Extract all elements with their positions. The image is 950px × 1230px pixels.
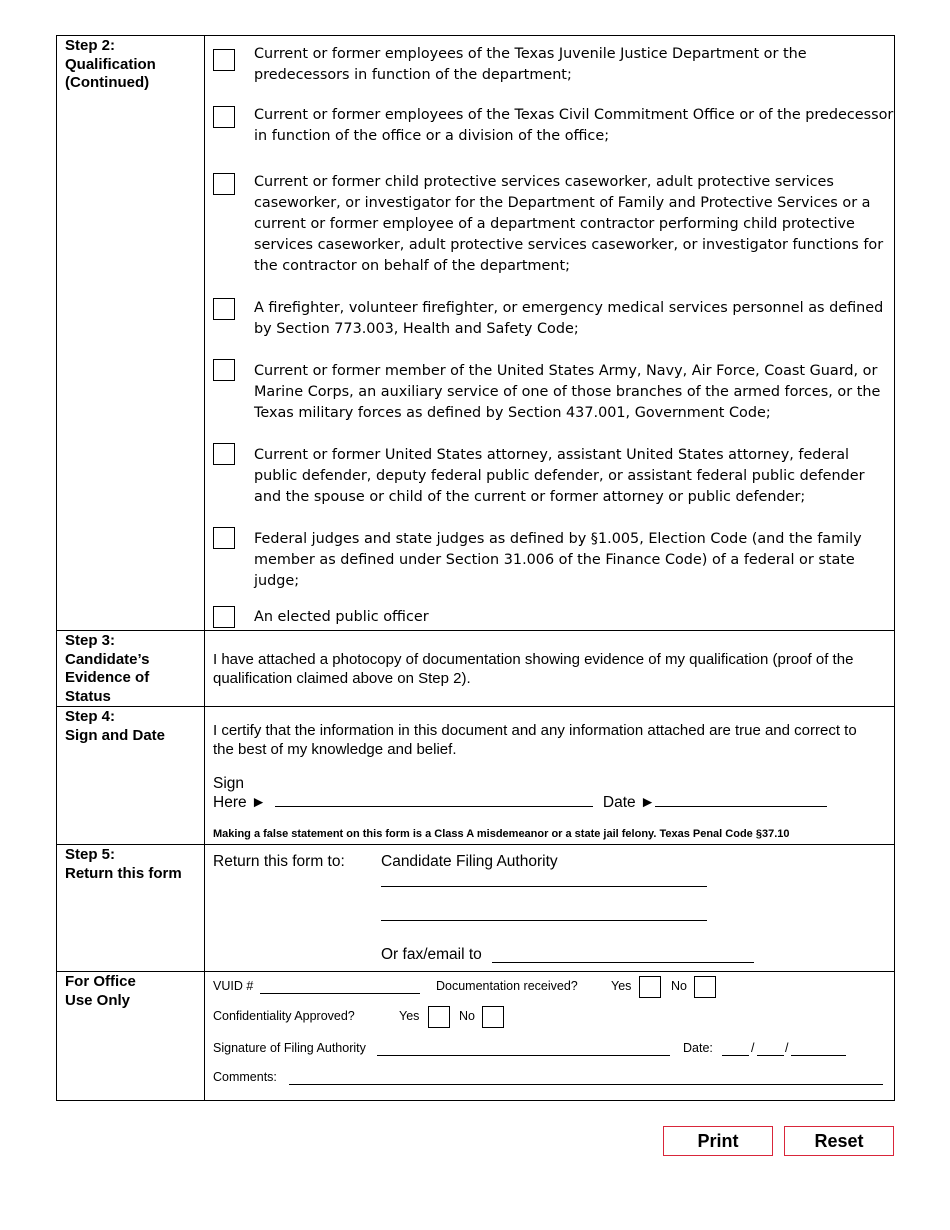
step4-content [205,707,895,845]
return-to-label: Return this form to: [213,853,345,870]
comments-label: Comments: [213,1070,277,1084]
qualification-checkbox-6[interactable] [213,443,235,465]
vuid-field[interactable] [260,980,420,994]
step2-label: Step 2: Qualification (Continued) [65,37,156,91]
qualification-text-2: Current or former employees of the Texas Civil Commitment Office or of the predecessor in function of the office or a division of the office; [254,107,894,144]
documentation-no-checkbox[interactable] [694,976,716,998]
office-row [57,972,895,1101]
office-date-month[interactable] [722,1042,749,1056]
step2-content [205,36,895,631]
confidentiality-no-label: No [459,1009,475,1023]
step3-label: Step 3: Candidate’s Evidence of Status [65,632,150,705]
sign-date-field[interactable] [655,806,827,807]
reset-button[interactable]: Reset [784,1126,894,1156]
step5-label: Step 5: Return this form [65,846,182,882]
qualification-text-7: Federal judges and state judges as defined by §1.005, Election Code (and the family member as defined under Section 31.006 of the Finance Code) of a federal or state judge; [254,531,862,589]
confidentiality-yes-label: Yes [399,1009,420,1023]
confidentiality-yes-checkbox[interactable] [428,1006,450,1028]
step2-row [57,36,895,631]
documentation-yes-checkbox[interactable] [639,976,661,998]
certification-statement: I certify that the information in this document and any information attached are true and correct to the best of my knowledge and belief. [213,722,857,758]
qualification-checkbox-3[interactable] [213,173,235,195]
sign-label: Sign [213,775,245,792]
evidence-statement: I have attached a photocopy of documentation showing evidence of my qualification (proof of the qualification claimed above on Step 2). [213,651,854,687]
qualification-text-3: Current or former child protective services caseworker, adult protective services caseworker, or investigator for the Department of Family and Protective Services or a current or former employee of a department contractor performing child protective services caseworker, adult protective services caseworker, or investigator functions for the contractor on behalf of the department; [254,174,884,274]
step4-label: Step 4: Sign and Date [65,708,166,744]
office-content [205,972,895,1101]
confidentiality-no-checkbox[interactable] [482,1006,504,1028]
confidentiality-label: Confidentiality Approved? [213,1009,355,1023]
address-line-2[interactable] [381,901,707,921]
documentation-no-label: No [671,979,687,993]
step4-row [57,707,895,845]
step4-label-cell [57,707,205,845]
qualification-checkbox-2[interactable] [213,106,235,128]
office-date-day[interactable] [757,1042,784,1056]
sign-line [213,774,894,812]
qualification-text-5: Current or former member of the United States Army, Navy, Air Force, Coast Guard, or Marine Corps, an auxiliary service of one of those branches of the armed forces, or the Texas military forces as defined by Section 437.001, Government Code; [254,363,881,421]
qualification-checkbox-7[interactable] [213,527,235,549]
step5-row [57,845,895,972]
filing-authority-name: Candidate Filing Authority [381,853,558,870]
qualification-item-5 [205,361,894,424]
office-date-year[interactable] [791,1042,846,1056]
fax-email-field[interactable] [492,945,754,963]
qualification-text-8: An elected public officer [254,609,429,625]
print-button[interactable]: Print [663,1126,773,1156]
filing-authority-signature-label: Signature of Filing Authority [213,1041,366,1055]
here-label: Here ► [213,794,267,811]
qualification-text-1: Current or former employees of the Texas Juvenile Justice Department or the predecessors in function of the department; [254,46,807,83]
application-form [56,35,895,1101]
false-statement-warning: Making a false statement on this form is a Class A misdemeanor or a state jail felony. Texas Penal Code §37.10 [213,828,790,840]
qualification-checkbox-5[interactable] [213,359,235,381]
step3-label-cell [57,631,205,707]
date-label: Date ► [602,794,656,811]
step2-label-cell [57,36,205,631]
step5-label-cell [57,845,205,972]
qualification-text-4: A firefighter, volunteer firefighter, or emergency medical services personnel as defined by Section 773.003, Health and Safety Code; [254,300,884,337]
step5-content [205,845,895,972]
office-date-sep-1: / [751,1041,755,1055]
qualification-checkbox-1[interactable] [213,49,235,71]
documentation-yes-label: Yes [611,979,632,993]
office-label-cell [57,972,205,1101]
qualification-item-7 [205,529,894,592]
qualification-text-6: Current or former United States attorney, assistant United States attorney, federal public defender, deputy federal public defender, or assistant federal public defender and the spouse or child of the current or former attorney or public defender; [254,447,865,505]
step3-content [205,631,895,707]
qualification-item-8 [205,607,894,628]
documentation-received-label: Documentation received? [436,979,578,993]
filing-authority-signature-field[interactable] [377,1042,670,1056]
signature-field[interactable] [275,806,593,807]
qualification-item-4 [205,298,894,340]
qualification-item-1 [205,44,894,86]
office-label: For Office Use Only [65,973,136,1009]
office-date-label: Date: [683,1041,713,1055]
comments-field[interactable] [289,1071,883,1085]
qualification-checkbox-8[interactable] [213,606,235,628]
vuid-label: VUID # [213,979,254,993]
fax-email-label: Or fax/email to [381,946,482,963]
qualification-item-2 [205,105,894,147]
office-date-sep-2: / [785,1041,789,1055]
address-line-1[interactable] [381,867,707,887]
qualification-item-3 [205,172,894,277]
qualification-item-6 [205,445,894,508]
qualification-checkbox-4[interactable] [213,298,235,320]
step3-row [57,631,895,707]
